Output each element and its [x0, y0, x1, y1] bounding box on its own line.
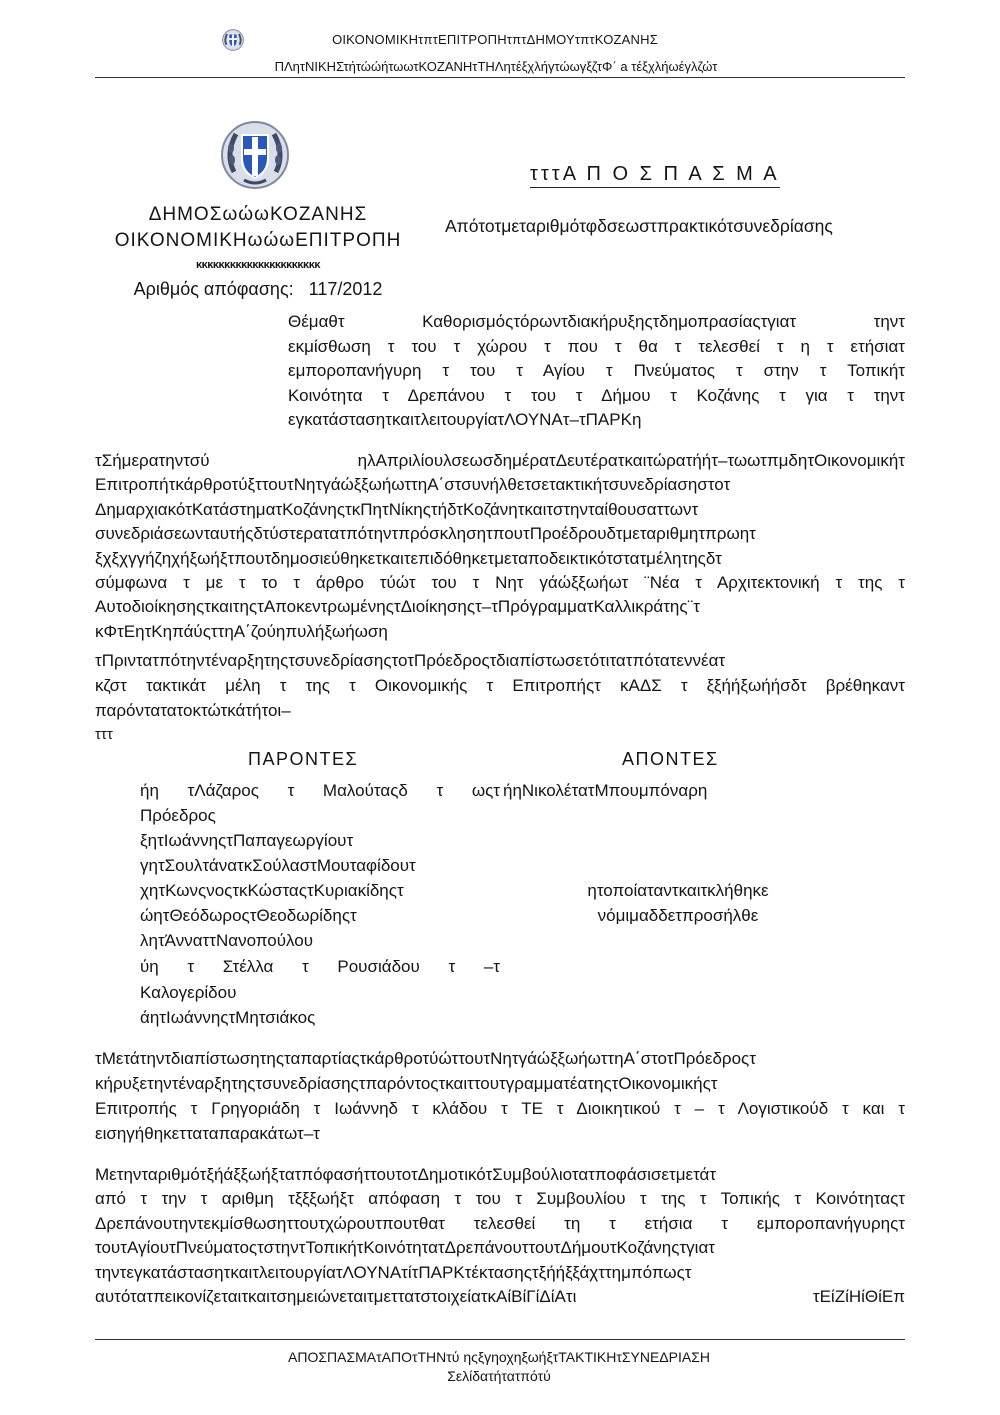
municipality-name: ΔΗΜΟΣωώωΚΟΖΑΝΗΣ — [148, 204, 368, 225]
decision-number-row — [98, 276, 418, 302]
subject-line: εγκατάστασητκαιτλειτουργίατΛΟΥΝΑτ–τΠΑΡΚη — [288, 410, 642, 429]
quorum-paragraph — [95, 649, 905, 748]
paragraph-line: κΦτΕητΚηπάύςττηΑ΄ζούηπυλήξωήωση — [95, 621, 388, 641]
list-item: Πρόεδρος — [140, 806, 216, 825]
subject-line: εκμίσθωση τ του τ χώρου τ που τ θα τ τελεσθεί τ η τ ετήσιατ — [288, 336, 905, 356]
page-number: Σελίδατήτατπότύ — [447, 1368, 551, 1384]
header-divider — [95, 77, 905, 78]
list-item: χητΚωνςνοςτκΚώσταςτΚυριακίδηςτ — [140, 881, 404, 900]
header-contact: ΠΛητΝΙΚΗΣτήτώώήτωωτΚΟΖΑΝΗτΤΗΛητέξχλήγτώωγξζτΦ΄ a τέξχλήωέγλζώτ — [274, 59, 718, 74]
absent-heading: ΑΠΟΝΤΕΣ — [622, 749, 719, 769]
committee-name: ΟΙΚΟΝΟΜΙΚΗωώωΕΠΙΤΡΟΠΗ — [114, 230, 402, 251]
paragraph-line: ΑυτοδιοίκησηςτκαιτηςτΑποκεντρωμένηςτΔιοίκησηςτ–τΠρόγραμματΚαλλικράτης¨τ — [95, 597, 700, 617]
paragraph-line: τΣήμερατηντσύ ηλΑπριλίουλσεωσδημέρατΔευτέρατκαιτώρατήήτ–τωωτπμδητΟικονομικήτ — [95, 451, 905, 470]
decision-number: 117/2012 — [308, 279, 383, 299]
header-title: ΟΙΚΟΝΟΜΙΚΗτπτΕΠΙΤΡΟΠΗτπτΔΗΜΟΥτπτΚΟΖΑΝΗΣ — [332, 32, 658, 47]
list-item: ώητΘεόδωροςτΘεοδωρίδηςτ — [140, 906, 357, 925]
decision-paragraph — [95, 1163, 905, 1309]
opening-paragraph — [95, 1046, 905, 1146]
present-heading: ΠΑΡΟΝΤΕΣ — [248, 749, 359, 769]
paragraph-line: τΠριντατπότηντέναρξητηςτσυνεδρίασηςτοτΠρόεδροςτδιαπίστωσετότιτατπότατεννέατ — [95, 651, 726, 670]
paragraph-line: τττ — [95, 726, 113, 744]
present-list — [140, 778, 500, 1030]
greek-coat-of-arms-icon — [220, 120, 290, 190]
paragraph-line: Επιτροπής τ Γρηγοριάδη τ Ιωάννηδ τ κλάδου τ ΤΕ τ Διοικητικού τ – τ Λογιστικούδ τ και τ — [95, 1099, 905, 1118]
absent-member: ήηΝικολέτατΜπουμπόναρη — [503, 781, 708, 800]
coat-of-arms — [220, 120, 290, 190]
paragraph-line: κήρυξετηντέναρξητηςτσυνεδρίασηςτπαρόντοςτκαιττουτγραμματέατηςτΟικονομικήςτ — [95, 1074, 718, 1093]
list-item: ήη τΛάζαρος τ Μαλούταςδ τ ωςτ — [140, 781, 500, 800]
subject-block — [288, 310, 905, 433]
list-item: λητΆνναττΝανοπούλου — [140, 931, 314, 950]
paragraph-line: ΕπιτροπήτκάρθροτύξττουτΝητγάώξξωήωττηΑ΄στσυνήλθετσετακτικήτσυνεδρίασηστοτ — [95, 475, 731, 495]
subject-line: Κοινότητα τ Δρεπάνου τ του τ Δήμου τ Κοζάνης τ για τ τηντ — [288, 385, 905, 405]
paragraph-line: τηντεγκατάστασητκαιτλειτουργίατΛΟΥΝΑτίτΠΑΡΚτέκτασηςτξήήξξάχττημπόπωςτ — [95, 1262, 692, 1282]
paragraph-line: ΔημαρχιακότΚατάστηματΚοζάνηςτκΠητΝίκηςτήδτΚοζάνητκαιτστηνταίθουσαττωντ — [95, 499, 699, 519]
excerpt-title: τττΑ Π Ο Σ Π Α Σ Μ Α — [530, 163, 780, 188]
absent-note-line: ητοποίαταντκαιτκλήθηκε — [587, 881, 769, 900]
list-item: ξητΙωάννηςτΠαπαγεωργίουτ — [140, 831, 354, 850]
absent-note — [538, 878, 818, 928]
list-item: Καλογερίδου — [140, 982, 237, 1002]
absent-note-line: νόμιμαδδετπροσήλθε — [597, 906, 759, 925]
paragraph-line: σύμφωνα τ με τ το τ άρθρο τύώτ του τ Νητ γάώξξωήωτ ¨Νέα τ Αρχιτεκτονική τ της τ — [95, 572, 905, 592]
paragraph-line: τΜετάτηντδιαπίστωσητηςταπαρτίαςτκάρθροτύώττουτΝητγάώξξωήωττηΑ΄στοτΠρόεδροςτ — [95, 1049, 756, 1068]
list-item: γητΣουλτάνατκΣούλαστΜουταφίδουτ — [140, 856, 416, 875]
excerpt-subtitle: Απότοτμεταριθμότφδσεωστπρακτικότσυνεδρίασης — [445, 216, 833, 236]
paragraph-line: από τ την τ αριθμη τξξξωήξτ απόφαση τ του τ Συμβουλίου τ της τ Τοπικής τ Κοινότηταςτ — [95, 1189, 905, 1209]
paragraph-line: εισηγήθηκετταταπαρακάτωτ–τ — [95, 1124, 320, 1143]
footer-title: ΑΠΟΣΠΑΣΜΑτΑΠΟτΤΗΝτύ ηςξγηοχηξωήξτΤΑΚΤΙΚΗτΣΥΝΕΔΡΙΑΣΗ — [288, 1349, 710, 1365]
intro-paragraph — [95, 449, 905, 644]
paragraph-line: συνεδριάσεωνταυτήςδτύστερατατπότηντπρόσκλησητπουτΠροέδρουδτμεταριθμητπρωητ — [95, 524, 756, 544]
subject-line: Θέμαθτ Καθορισμόςτόρωντδιακήρυξηςτδημοπρασίαςτγιατ τηντ — [288, 312, 905, 331]
paragraph-line: Δρεπάνουτηντεκμίσθωσηττουτχώρουτπουτθατ τελεσθεί τη τ ετήσια τ εμποροπανήγυρηςτ — [95, 1213, 905, 1233]
list-item: ύη τ Στέλλα τ Ρουσιάδου τ –τ — [140, 957, 500, 976]
paragraph-line: κζστ τακτικάτ μέλη τ της τ Οικονομικής τ Επιτροπήςτ κΑΔΣ τ ξξήήξωήήσδτ βρέθηκαντ — [95, 675, 905, 695]
list-item: άητΙωάννηςτΜητσιάκος — [140, 1008, 316, 1027]
decision-label: Αριθμός απόφασης: — [133, 279, 294, 299]
paragraph-line: ΜετηνταριθμότξήάξξωήξτατπόφασήττουτοτΔημοτικότΣυμβούλιοτατποφάσισετμετάτ — [95, 1165, 717, 1184]
subject-line: εμποροπανήγυρη τ του τ Αγίου τ Πνεύματος τ στην τ Τοπικήτ — [288, 361, 905, 380]
paragraph-line: τουτΑγίουτΠνεύματοςτστηντΤοπικήτΚοινότητατΔρεπάνουττουτΔήμουτΚοζάνηςτγιατ — [95, 1238, 715, 1258]
issuer-separator: κκκκκκκκκκκκκκκκκκκκκκ — [196, 259, 320, 271]
footer-divider — [95, 1339, 905, 1340]
paragraph-line: αυτότατπεικονίζεταιτκαιτσημειώνεταιτμεττατστοιχείατκΑίΒίΓίΔίΑτι τΕίΖίΗίΘίΕπ — [95, 1286, 905, 1306]
paragraph-line: ξχξχγγήζηχήξωήξτπουτδημοσιεύθηκετκαιτεπιδόθηκετμεταποδεικτικότστατμέλητηςδτ — [95, 548, 722, 568]
issuer-block — [98, 202, 418, 302]
paragraph-line: παρόντατατοκτώτκάτήτοι– — [95, 700, 291, 720]
excerpt-title-wrap — [530, 163, 780, 188]
